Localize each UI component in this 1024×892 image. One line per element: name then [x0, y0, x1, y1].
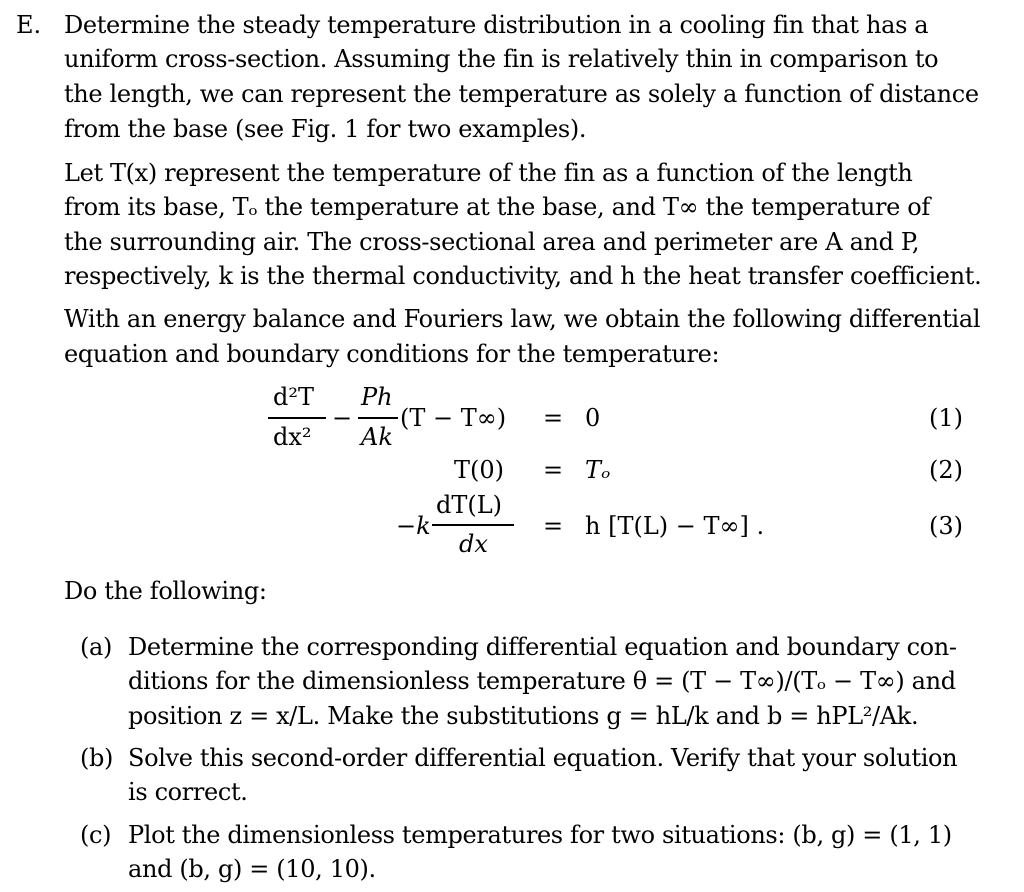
task-line: Plot the dimensionless temperatures for two situations: (b, g) = (1, 1)	[128, 821, 952, 849]
eq1-numerator-Ph: Ph	[361, 383, 393, 411]
definitions-line: respectively, k is the thermal conductivity, and h the heat transfer coefficient.	[64, 262, 982, 290]
task-line: and (b, g) = (10, 10).	[128, 855, 376, 883]
eq1-fraction-bar-1	[268, 417, 326, 419]
task-line: Determine the corresponding differential equation and boundary con-	[128, 633, 957, 661]
task-marker: (c)	[80, 821, 112, 849]
intro-line: Determine the steady temperature distribution in a cooling fin that has a	[64, 11, 929, 39]
eq3-equals: =	[543, 512, 564, 540]
eq3-prefix: −k	[396, 512, 431, 540]
task-line: is correct.	[128, 778, 248, 806]
eq2-rhs: Tₒ	[585, 456, 611, 484]
balance-line: equation and boundary conditions for the temperature:	[64, 340, 720, 368]
eq3-numerator: dT(L)	[436, 491, 503, 519]
task-line: position z = x/L. Make the substitutions g = hL/k and b = hPL²/Ak.	[128, 702, 919, 730]
tasks-heading: Do the following:	[64, 577, 267, 605]
eq1-number: (1)	[929, 404, 963, 432]
eq2-lhs: T(0)	[454, 456, 505, 484]
intro-line: from the base (see Fig. 1 for two examples).	[64, 115, 587, 143]
task-line: Solve this second-order differential equation. Verify that your solution	[128, 744, 958, 772]
eq2-number: (2)	[929, 456, 963, 484]
problem-label: E.	[16, 11, 42, 39]
eq1-numerator-d2T: d²T	[273, 383, 314, 411]
task-line: ditions for the dimensionless temperature θ = (T − T∞)/(Tₒ − T∞) and	[128, 667, 956, 695]
eq3-fraction-bar	[432, 524, 514, 526]
intro-line: uniform cross-section. Assuming the fin is relatively thin in comparison to	[64, 45, 939, 73]
balance-line: With an energy balance and Fouriers law, we obtain the following differential	[64, 305, 981, 333]
task-marker: (b)	[80, 744, 114, 772]
eq3-denominator: dx	[459, 530, 488, 558]
eq1-rhs: 0	[585, 404, 601, 432]
eq2-equals: =	[543, 456, 564, 484]
definitions-line: from its base, Tₒ the temperature at the base, and T∞ the temperature of	[64, 193, 930, 221]
task-marker: (a)	[80, 633, 112, 661]
eq1-parenthetical: (T − T∞)	[400, 404, 507, 432]
eq1-fraction-bar-2	[358, 417, 398, 419]
eq1-minus: −	[332, 404, 353, 432]
intro-line: the length, we can represent the temperature as solely a function of distance	[64, 80, 979, 108]
definitions-line: Let T(x) represent the temperature of the fin as a function of the length	[64, 159, 913, 187]
definitions-line: the surrounding air. The cross-sectional area and perimeter are A and P,	[64, 228, 920, 256]
eq1-equals: =	[543, 404, 564, 432]
eq3-number: (3)	[929, 512, 963, 540]
eq1-denominator-dx2: dx²	[273, 423, 312, 451]
eq3-rhs: h [T(L) − T∞] .	[585, 512, 765, 540]
eq1-denominator-Ak: Ak	[361, 423, 393, 451]
